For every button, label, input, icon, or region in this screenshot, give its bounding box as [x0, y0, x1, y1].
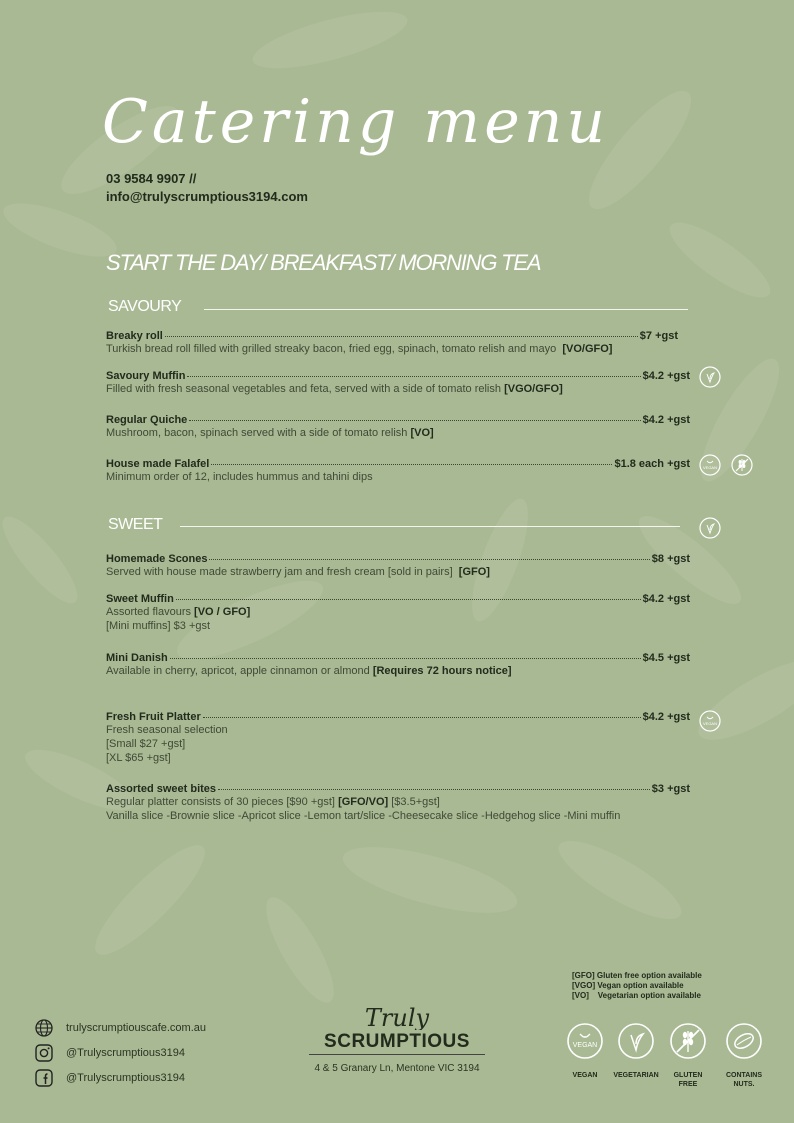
item-name: House made Falafel [106, 458, 210, 470]
menu-item [106, 652, 690, 678]
menu-title [100, 80, 620, 170]
diet-key-contains-nuts [714, 1022, 774, 1089]
item-description: Mushroom, bacon, spinach served with a side of tomato relish [106, 427, 408, 439]
item-name: Fresh Fruit Platter [106, 711, 201, 723]
item-diet-tag: [GFO] [458, 566, 490, 578]
item-extra: [Small $27 +gst] [106, 738, 186, 750]
instagram-icon [34, 1043, 54, 1063]
item-description: Served with house made strawberry jam and fresh cream [sold in pairs] [106, 566, 453, 578]
social-links [34, 1016, 206, 1091]
item-diet-tag: [GFO/VO] [338, 796, 389, 808]
facebook-icon [34, 1068, 54, 1088]
sweet-divider [180, 526, 680, 527]
item-diet-tag: [VO / GFO] [194, 606, 251, 618]
menu-item [106, 711, 690, 765]
vegan-icon [699, 454, 721, 476]
menu-item [106, 330, 690, 356]
menu-item [106, 414, 690, 440]
item-description: Regular platter consists of 30 pieces [$90 +gst] [106, 796, 335, 808]
diet-key-label: GLUTEN FREE [673, 1072, 703, 1088]
item-price: $4.2 +gst [642, 593, 690, 605]
email-address[interactable]: info@trulyscrumptious3194.com [106, 189, 308, 204]
logo-underline [309, 1054, 485, 1055]
item-price: $4.2 +gst [642, 370, 690, 382]
item-description: Filled with fresh seasonal vegetables and feta, served with a side of tomato relish [106, 383, 501, 395]
item-description: Minimum order of 12, includes hummus and tahini dips [106, 471, 373, 483]
item-price: $4.2 +gst [642, 414, 690, 426]
menu-item [106, 458, 690, 484]
instagram-link[interactable] [34, 1041, 206, 1065]
svg-text:Truly: Truly [364, 1004, 430, 1030]
menu-item [106, 370, 690, 396]
item-diet-tag: [VGO/GFO] [504, 383, 563, 395]
vegetarian-icon [699, 366, 721, 388]
item-name: Breaky roll [106, 330, 163, 342]
item-price: $4.2 +gst [642, 711, 690, 723]
item-description: Turkish bread roll filled with grilled streaky bacon, fried egg, spinach, tomato relish and mayo [106, 343, 557, 355]
item-name: Mini Danish [106, 652, 168, 664]
item-description: Available in cherry, apricot, apple cinnamon or almond [106, 665, 370, 677]
item-extra: [XL $65 +gst] [106, 752, 171, 764]
menu-item [106, 783, 690, 823]
item-price: $7 +gst [639, 330, 678, 342]
brand-logo [307, 1002, 487, 1074]
diet-key-label: VEGAN [572, 1072, 598, 1079]
gluten-free-icon [731, 454, 753, 476]
logo-script [307, 1002, 487, 1030]
legend-vgo: [VGO] Vegan option available [572, 981, 684, 990]
legend-gfo: [GFO] Gluten free option available [572, 971, 702, 980]
diet-key-label: CONTAINS NUTS. [725, 1072, 763, 1088]
item-price: $8 +gst [651, 553, 690, 565]
item-name: Savoury Muffin [106, 370, 186, 382]
item-name: Homemade Scones [106, 553, 208, 565]
svg-text:VEGAN: VEGAN [702, 465, 718, 470]
logo-wordmark: SCRUMPTIOUS [324, 1031, 470, 1052]
sweet-heading: SWEET [108, 516, 163, 533]
menu-item [106, 593, 690, 633]
item-description: Fresh seasonal selection [106, 724, 228, 736]
menu-item [106, 553, 690, 579]
diet-key-vegetarian [606, 1022, 666, 1080]
item-name: Regular Quiche [106, 414, 188, 426]
phone-number: 03 9584 9907 // [106, 171, 197, 186]
item-diet-tag: [VO/GFO] [562, 343, 613, 355]
vegetarian-icon [699, 517, 721, 539]
svg-text:Catering menu: Catering menu [102, 87, 609, 157]
legend-vo: [VO] Vegetarian option available [572, 991, 701, 1000]
diet-key-label: VEGETARIAN [613, 1072, 659, 1079]
diet-key-gluten-free [658, 1022, 718, 1089]
item-price: $1.8 each +gst [614, 458, 690, 470]
item-price: $3 +gst [651, 783, 690, 795]
instagram-handle: @Trulyscrumptious3194 [66, 1047, 185, 1059]
address: 4 & 5 Granary Ln, Mentone VIC 3194 [314, 1063, 480, 1074]
gluten-free-icon [669, 1022, 707, 1060]
globe-icon [34, 1018, 54, 1038]
item-name: Assorted sweet bites [106, 783, 217, 795]
vegan-icon [699, 710, 721, 732]
item-name: Sweet Muffin [106, 593, 174, 605]
facebook-handle: @Trulyscrumptious3194 [66, 1072, 185, 1084]
vegetarian-icon [617, 1022, 655, 1060]
contact-block [106, 170, 308, 206]
item-diet-tag: [VO] [410, 427, 434, 439]
section-heading: START THE DAY/ BREAKFAST/ MORNING TEA [106, 250, 541, 275]
item-price-note: [$3.5+gst] [391, 796, 440, 808]
contains-nuts-icon [725, 1022, 763, 1060]
item-price: $4.5 +gst [642, 652, 690, 664]
item-diet-tag: [Requires 72 hours notice] [372, 665, 512, 677]
facebook-link[interactable] [34, 1066, 206, 1090]
svg-text:VEGAN: VEGAN [702, 721, 718, 726]
vegan-icon [566, 1022, 604, 1060]
svg-text:VEGAN: VEGAN [572, 1042, 598, 1049]
savoury-heading: SAVOURY [108, 298, 182, 315]
item-extra: [Mini muffins] $3 +gst [106, 620, 211, 632]
item-description: Assorted flavours [106, 606, 191, 618]
website-link[interactable] [34, 1016, 206, 1040]
savoury-divider [204, 309, 688, 310]
website-text: trulyscrumptiouscafe.com.au [66, 1022, 206, 1034]
diet-legend [572, 971, 702, 1001]
item-extra: Vanilla slice -Brownie slice -Apricot slice -Lemon tart/slice -Cheesecake slice -Hedgehog slice -Mini muffin [106, 810, 621, 822]
